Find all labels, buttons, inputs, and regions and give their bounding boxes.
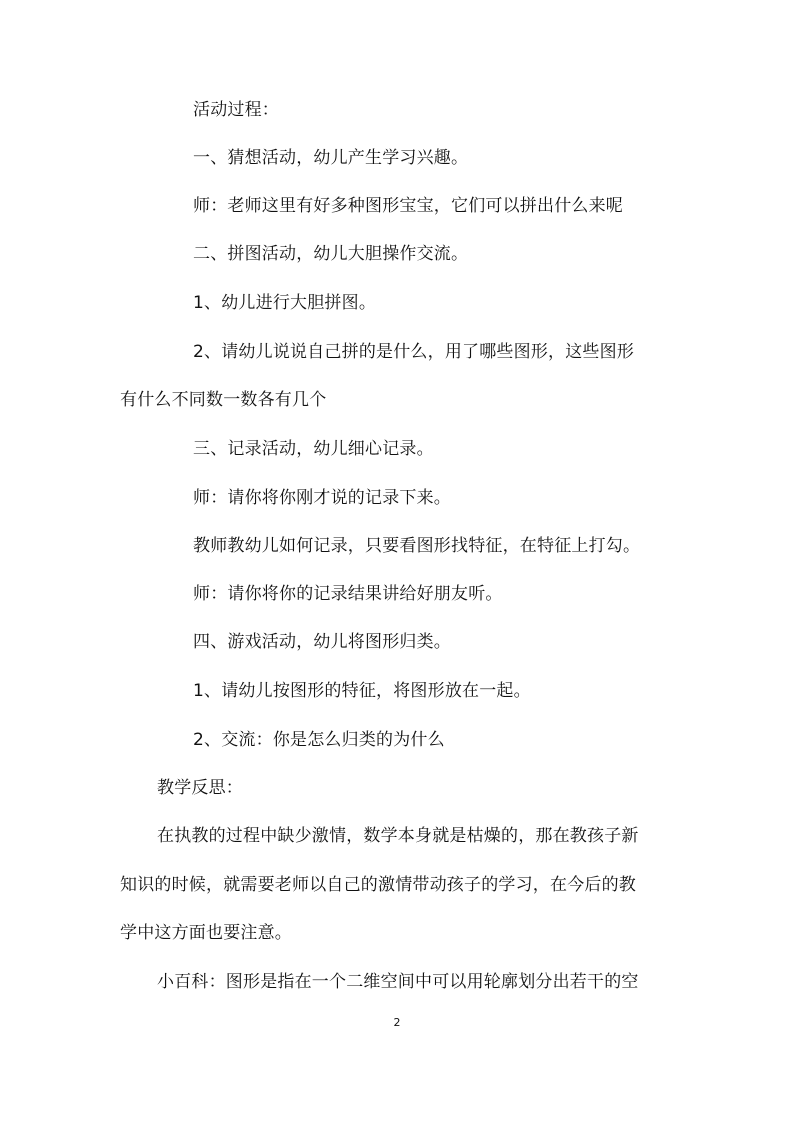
paragraph-line: 教师教幼儿如何记录，只要看图形找特征，在特征上打勾。 — [193, 536, 641, 556]
section-two-title: 二、拼图活动，幼儿大胆操作交流。 — [193, 244, 469, 264]
paragraph-line: 师：请你将你的记录结果讲给好朋友听。 — [193, 584, 503, 604]
heading-teaching-reflection: 教学反思： — [157, 778, 243, 798]
heading-activity-process: 活动过程： — [193, 100, 279, 120]
paragraph-line: 师：老师这里有好多种图形宝宝，它们可以拼出什么来呢 — [193, 196, 623, 216]
paragraph-line: 知识的时候，就需要老师以自己的激情带动孩子的学习，在今后的教 — [120, 875, 636, 895]
paragraph-line: 有什么不同数一数各有几个 — [120, 390, 327, 410]
section-one-title: 一、猜想活动，幼儿产生学习兴趣。 — [193, 148, 469, 168]
paragraph-line: 小百科：图形是指在一个二维空间中可以用轮廓划分出若干的空 — [157, 972, 639, 992]
section-four-title: 四、游戏活动，幼儿将图形归类。 — [193, 632, 451, 652]
paragraph-line: 2、交流：你是怎么归类的为什么 — [193, 730, 445, 750]
section-three-title: 三、记录活动，幼儿细心记录。 — [193, 439, 434, 459]
paragraph-line: 学中这方面也要注意。 — [120, 923, 292, 943]
paragraph-line: 在执教的过程中缺少激情，数学本身就是枯燥的，那在教孩子新 — [157, 826, 639, 846]
paragraph-line: 1、幼儿进行大胆拼图。 — [193, 293, 377, 313]
paragraph-line: 2、请幼儿说说自己拼的是什么，用了哪些图形，这些图形 — [193, 342, 635, 362]
paragraph-line: 师：请你将你刚才说的记录下来。 — [193, 488, 451, 508]
page-number: 2 — [393, 1016, 401, 1029]
paragraph-line: 1、请幼儿按图形的特征，将图形放在一起。 — [193, 681, 531, 701]
